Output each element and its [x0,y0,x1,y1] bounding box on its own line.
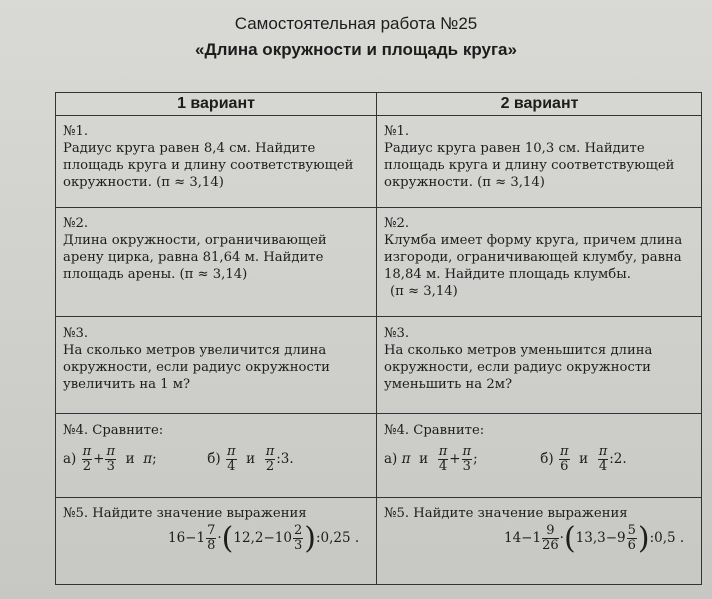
expression: 14−1 $\frac{9}{26}$ ·(13,3−9 $\frac{5}{6}$ ):0,5 . [504,521,685,556]
column-divider [376,93,377,584]
task-text: Радиус круга равен 8,4 см. Найдите площадь круга и длину соответствующей окружности. (π ≈ 3,14) [63,141,354,190]
task-text: Радиус круга равен 10,3 см. Найдите площадь круга и длину соответствующей окружности. (π ≈ 3,14) [384,141,675,190]
row-divider [56,316,701,317]
task-note: (π ≈ 3,14) [390,284,458,299]
fraction: $\frac{\pi}{3}$ [462,444,472,474]
task-number: №3. [384,326,410,341]
variant-2-header: 2 вариант [500,95,579,112]
fraction: $\frac{\pi}{3}$ [106,444,116,474]
fraction: $\frac{\pi}{2}$ [265,444,275,474]
item-label-a: а) [63,451,77,467]
tasks-table [55,92,702,585]
task-number: №2. [63,216,89,231]
item-label-b: б) [540,451,554,467]
task-text: Длина окружности, ограничивающей арену цирка, равна 81,64 м. Найдите площадь арены. (π ≈ 3,14) [63,233,327,282]
v2-task-3 [384,325,696,393]
v1-task-2 [63,215,369,283]
task-text: Клумба имеет форму круга, причем длина изгороди, ограничивающей клумбу, равна 18,84 м. Найдите площадь клумбы. [384,233,683,282]
comparison-formula: а) $\frac{\pi}{2}$ + $\frac{\pi}{3}$ и π; б) $\frac{\pi}{4}$ и $\frac{\pi}{2}$ :3. [63,444,294,474]
v1-task-1 [63,123,369,191]
fraction: $\frac{9}{26}$ [542,523,559,553]
v1-task-3 [63,325,369,393]
task-text: На сколько метров уменьшится длина окружности, если радиус окружности уменьшить на 2м? [384,343,653,392]
item-label-b: б) [207,451,221,467]
row-divider [56,115,701,116]
variant-1-header: 1 вариант [177,95,255,112]
v1-task-5 [63,505,369,556]
row-divider [56,497,701,498]
v2-task-4 [384,422,696,474]
task-number: №2. [384,216,410,231]
fraction: $\frac{\pi}{4}$ [226,444,236,474]
expression: 16−1 $\frac{7}{8}$ ·(12,2−10 $\frac{2}{3}$ ):0,25 . [168,521,360,556]
fraction: $\frac{\pi}{2}$ [82,444,92,474]
task-heading: №5. Найдите значение выражения [384,506,628,521]
task-number: №1. [63,124,89,139]
fraction: $\frac{2}{3}$ [293,523,303,553]
row-divider [56,207,701,208]
task-heading: №4. Сравните: [384,423,485,438]
item-label-a: а) [384,451,398,467]
task-heading: №5. Найдите значение выражения [63,506,307,521]
fraction: $\frac{\pi}{4}$ [438,444,448,474]
comparison-formula: а) π и $\frac{\pi}{4}$ + $\frac{\pi}{3}$ ; б) $\frac{\pi}{6}$ и $\frac{\pi}{4}$ :2. [384,444,627,474]
fraction: $\frac{5}{6}$ [627,523,636,553]
fraction: $\frac{7}{8}$ [207,523,216,553]
v2-task-2 [384,215,696,300]
fraction: $\frac{\pi}{6}$ [559,444,569,474]
task-number: №1. [384,124,410,139]
v2-task-1 [384,123,696,191]
task-text: На сколько метров увеличится длина окружности, если радиус окружности увеличить на 1 м? [63,343,330,392]
task-number: №3. [63,326,89,341]
task-heading: №4. Сравните: [63,423,164,438]
page-subtitle: «Длина окружности и площадь круга» [195,40,517,59]
v1-task-4 [63,422,369,474]
v2-task-5 [384,505,696,556]
fraction: $\frac{\pi}{4}$ [598,444,608,474]
row-divider [56,413,701,414]
page-title: Самостоятельная работа №25 [234,14,478,33]
